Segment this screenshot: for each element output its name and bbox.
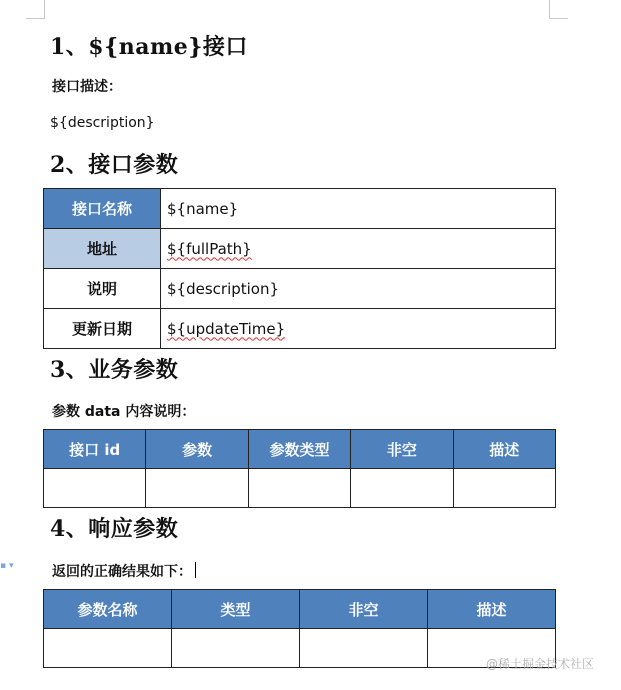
section4-label-text: 返回的正确结果如下：	[52, 564, 192, 580]
column-header: 接口 id	[44, 430, 146, 469]
param-key-cell: 更新日期	[44, 309, 161, 349]
param-key-cell: 接口名称	[44, 189, 161, 229]
table-row	[44, 229, 556, 269]
param-value-text: ${updateTime}	[167, 319, 286, 338]
margin-marker-icon: ▪ ▾	[0, 561, 14, 571]
watermark: @稀土掘金技术社区	[486, 657, 595, 671]
table-cell[interactable]	[248, 469, 350, 508]
section4-title: 4、响应参数	[50, 516, 179, 542]
param-value-cell: ${description}	[161, 269, 556, 309]
table-header-row	[44, 590, 556, 629]
section3-label: 参数 data 内容说明：	[52, 404, 196, 420]
param-value-cell	[161, 309, 556, 349]
column-header: 类型	[172, 590, 300, 629]
page-corner-mark-left	[26, 0, 45, 19]
business-params-table	[43, 429, 556, 508]
section1-desc-label: 接口描述：	[52, 79, 122, 95]
table-cell[interactable]	[453, 469, 555, 508]
param-key-cell: 说明	[44, 269, 161, 309]
table-cell[interactable]	[44, 629, 172, 668]
section3-title: 3、业务参数	[50, 357, 179, 383]
param-key-cell: 地址	[44, 229, 161, 269]
table-cell[interactable]	[44, 469, 146, 508]
column-header: 参数类型	[248, 430, 350, 469]
column-header: 非空	[300, 590, 428, 629]
table-cell[interactable]	[146, 469, 248, 508]
section1-desc-value: ${description}	[50, 115, 155, 131]
table-cell[interactable]	[351, 469, 453, 508]
page-corner-mark-right	[549, 0, 568, 19]
table-header-row	[44, 430, 556, 469]
table-row	[44, 189, 556, 229]
param-value-cell: ${name}	[161, 189, 556, 229]
text-cursor	[195, 562, 196, 578]
section4-label[interactable]	[52, 561, 196, 581]
column-header: 非空	[351, 430, 453, 469]
table-row	[44, 269, 556, 309]
column-header: 参数名称	[44, 590, 172, 629]
table-cell[interactable]	[172, 629, 300, 668]
response-params-table	[43, 589, 556, 668]
column-header: 描述	[428, 590, 556, 629]
interface-params-table	[43, 188, 556, 349]
section1-title: 1、${name}接口	[50, 34, 248, 60]
table-row	[44, 469, 556, 508]
table-cell[interactable]	[300, 629, 428, 668]
column-header: 参数	[146, 430, 248, 469]
param-value-cell	[161, 229, 556, 269]
param-value-text: ${fullPath}	[167, 239, 252, 258]
column-header: 描述	[453, 430, 555, 469]
table-row	[44, 309, 556, 349]
table-row	[44, 629, 556, 668]
section2-title: 2、接口参数	[50, 152, 179, 178]
